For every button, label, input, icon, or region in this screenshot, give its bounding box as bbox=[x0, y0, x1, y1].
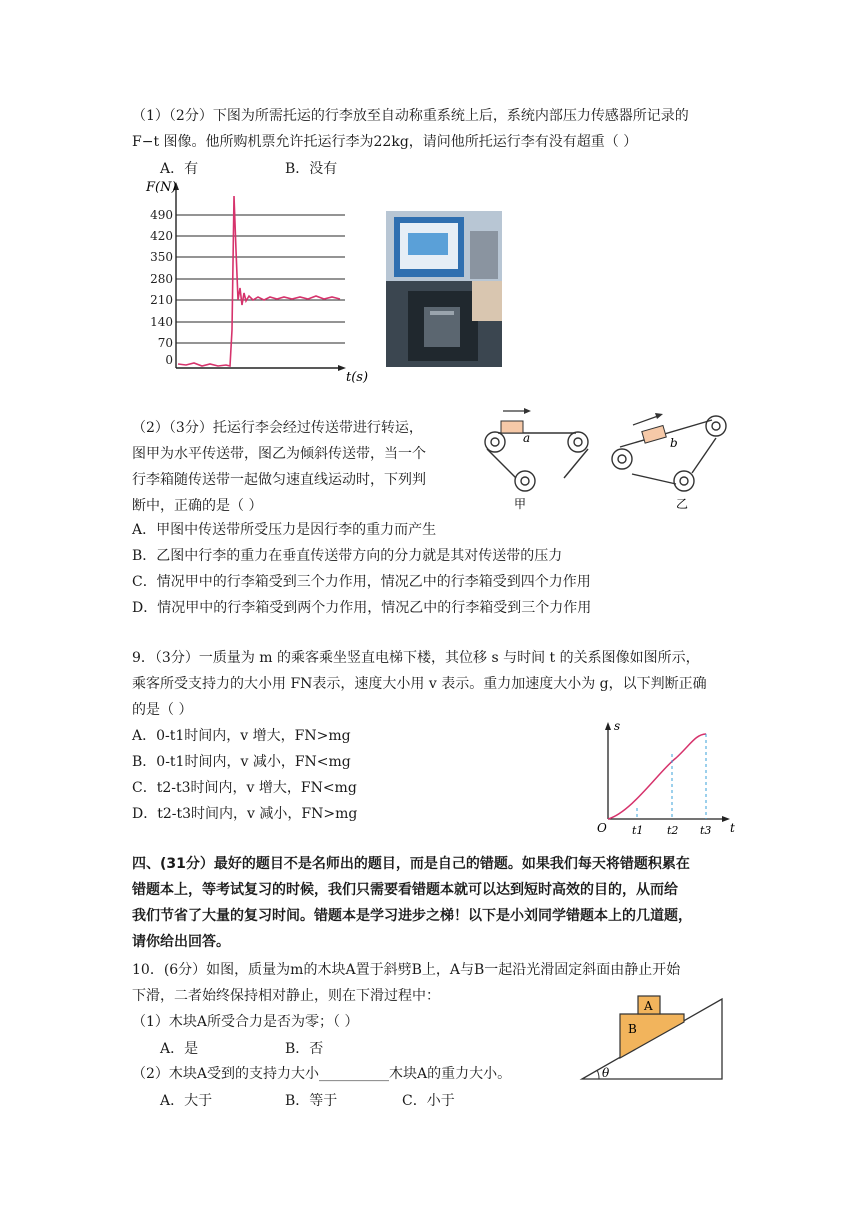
q8-2-option-d: D．情况甲中的行李箱受到两个力作用，情况乙中的行李箱受到三个力作用 bbox=[132, 600, 592, 616]
section4-line1: 四、(31分）最好的题目不是名师出的题目，而是自己的错题。如果我们每天将错题积累在 bbox=[132, 856, 690, 872]
label-wedge-b: B bbox=[628, 1022, 637, 1036]
ytick-490: 490 bbox=[150, 208, 173, 222]
ytick-0: 0 bbox=[165, 353, 173, 367]
section4-line2: 错题本上，等考试复习的时候，我们只需要看错题本就可以达到短时高效的目的，从而给 bbox=[132, 882, 678, 898]
q10-sub1-option-b: B．否 bbox=[285, 1041, 324, 1057]
tick-t3: t3 bbox=[700, 824, 712, 837]
q8-2-line4: 断中，正确的是（ ） bbox=[132, 498, 263, 514]
q8-2-line1: （2）（3分）托运行李会经过传送带进行转运， bbox=[132, 420, 423, 436]
q10-sub2-option-a: A．大于 bbox=[160, 1093, 213, 1109]
caption-jia: 甲 bbox=[514, 497, 527, 511]
ytick-280: 280 bbox=[150, 272, 173, 286]
ytick-70: 70 bbox=[157, 336, 173, 350]
q9-option-d: D．t2-t3时间内，v 减小，FN>mg bbox=[132, 806, 358, 822]
conveyor-belt-figure bbox=[465, 402, 745, 512]
q10-line2: 下滑，二者始终保持相对静止，则在下滑过程中： bbox=[132, 988, 440, 1004]
q9-line3: 的是（ ） bbox=[132, 702, 193, 718]
q8-1-option-b: B．没有 bbox=[285, 161, 338, 177]
q9-line1: 9．（3分）一质量为 m 的乘客乘坐竖直电梯下楼，其位移 s 与时间 t 的关系图像如图所示， bbox=[132, 650, 700, 666]
luggage-box-b bbox=[642, 425, 666, 443]
q10-sub1-option-a: A．是 bbox=[160, 1041, 199, 1057]
graph-ylabel: F(N) bbox=[146, 180, 177, 195]
q10-sub2: （2）木块A受到的支持力大小__________木块A的重力大小。 bbox=[132, 1066, 512, 1082]
force-curve bbox=[178, 196, 340, 366]
q10-sub1: （1）木块A所受合力是否为零；（ ） bbox=[132, 1014, 359, 1030]
q10-line1: 10．(6分）如图，质量为m的木块A置于斜劈B上，A与B一起沿光滑固定斜面由静止开始 bbox=[132, 962, 681, 978]
q8-1-line2: F−t 图像。他所购机票允许托运行李为22kg，请问他所托运行李有没有超重（ ） bbox=[132, 134, 638, 150]
label-b: b bbox=[670, 436, 678, 450]
tick-t1: t1 bbox=[632, 824, 644, 837]
graph-xlabel: t(s) bbox=[346, 370, 369, 384]
force-time-graph bbox=[126, 174, 376, 384]
label-block-a: A bbox=[644, 999, 653, 1013]
q8-2-line3: 行李箱随传送带一起做匀速直线运动时，下列判 bbox=[132, 472, 426, 488]
tick-t2: t2 bbox=[667, 824, 679, 837]
q9-line2: 乘客所受支持力的大小用 FN表示，速度大小用 v 表示。重力加速度大小为 g，以下判断正确 bbox=[132, 676, 707, 692]
q9-option-a: A．0-t1时间内，v 增大，FN>mg bbox=[132, 728, 351, 744]
caption-yi: 乙 bbox=[676, 497, 689, 511]
q8-2-option-a: A．甲图中传送带所受压力是因行李的重力而产生 bbox=[132, 522, 437, 538]
q8-2-option-b: B．乙图中行李的重力在垂直传送带方向的分力就是其对传送带的压力 bbox=[132, 548, 563, 564]
luggage-box-a bbox=[501, 421, 523, 433]
section4-line4: 请你给出回答。 bbox=[132, 934, 230, 950]
displacement-time-graph bbox=[590, 712, 740, 842]
q9-option-b: B．0-t1时间内，v 减小，FN<mg bbox=[132, 754, 351, 770]
origin-o: O bbox=[597, 821, 607, 835]
ytick-210: 210 bbox=[150, 293, 173, 307]
q10-sub2-option-b: B．等于 bbox=[285, 1093, 338, 1109]
ytick-350: 350 bbox=[150, 250, 173, 264]
q8-2-option-c: C．情况甲中的行李箱受到三个力作用，情况乙中的行李箱受到四个力作用 bbox=[132, 574, 591, 590]
q8-1-option-a: A．有 bbox=[160, 161, 199, 177]
axis-s: s bbox=[614, 719, 621, 733]
incline-blocks-figure bbox=[578, 990, 738, 1090]
ytick-140: 140 bbox=[150, 315, 173, 329]
label-a: a bbox=[523, 431, 531, 445]
q10-sub2-option-c: C．小于 bbox=[402, 1093, 455, 1109]
q8-2-line2: 图甲为水平传送带，图乙为倾斜传送带，当一个 bbox=[132, 446, 426, 462]
section4-line3: 我们节省了大量的复习时间。错题本是学习进步之梯！以下是小刘同学错题本上的几道题， bbox=[132, 908, 692, 924]
axis-t: t bbox=[730, 821, 735, 835]
baggage-scale-photo bbox=[386, 211, 502, 367]
q9-option-c: C．t2-t3时间内，v 增大，FN<mg bbox=[132, 780, 357, 796]
angle-theta: θ bbox=[602, 1066, 610, 1080]
q8-1-line1: （1）（2分）下图为所需托运的行李放至自动称重系统上后，系统内部压力传感器所记录的 bbox=[132, 108, 689, 124]
ytick-420: 420 bbox=[150, 229, 173, 243]
s-t-curve bbox=[608, 734, 706, 819]
